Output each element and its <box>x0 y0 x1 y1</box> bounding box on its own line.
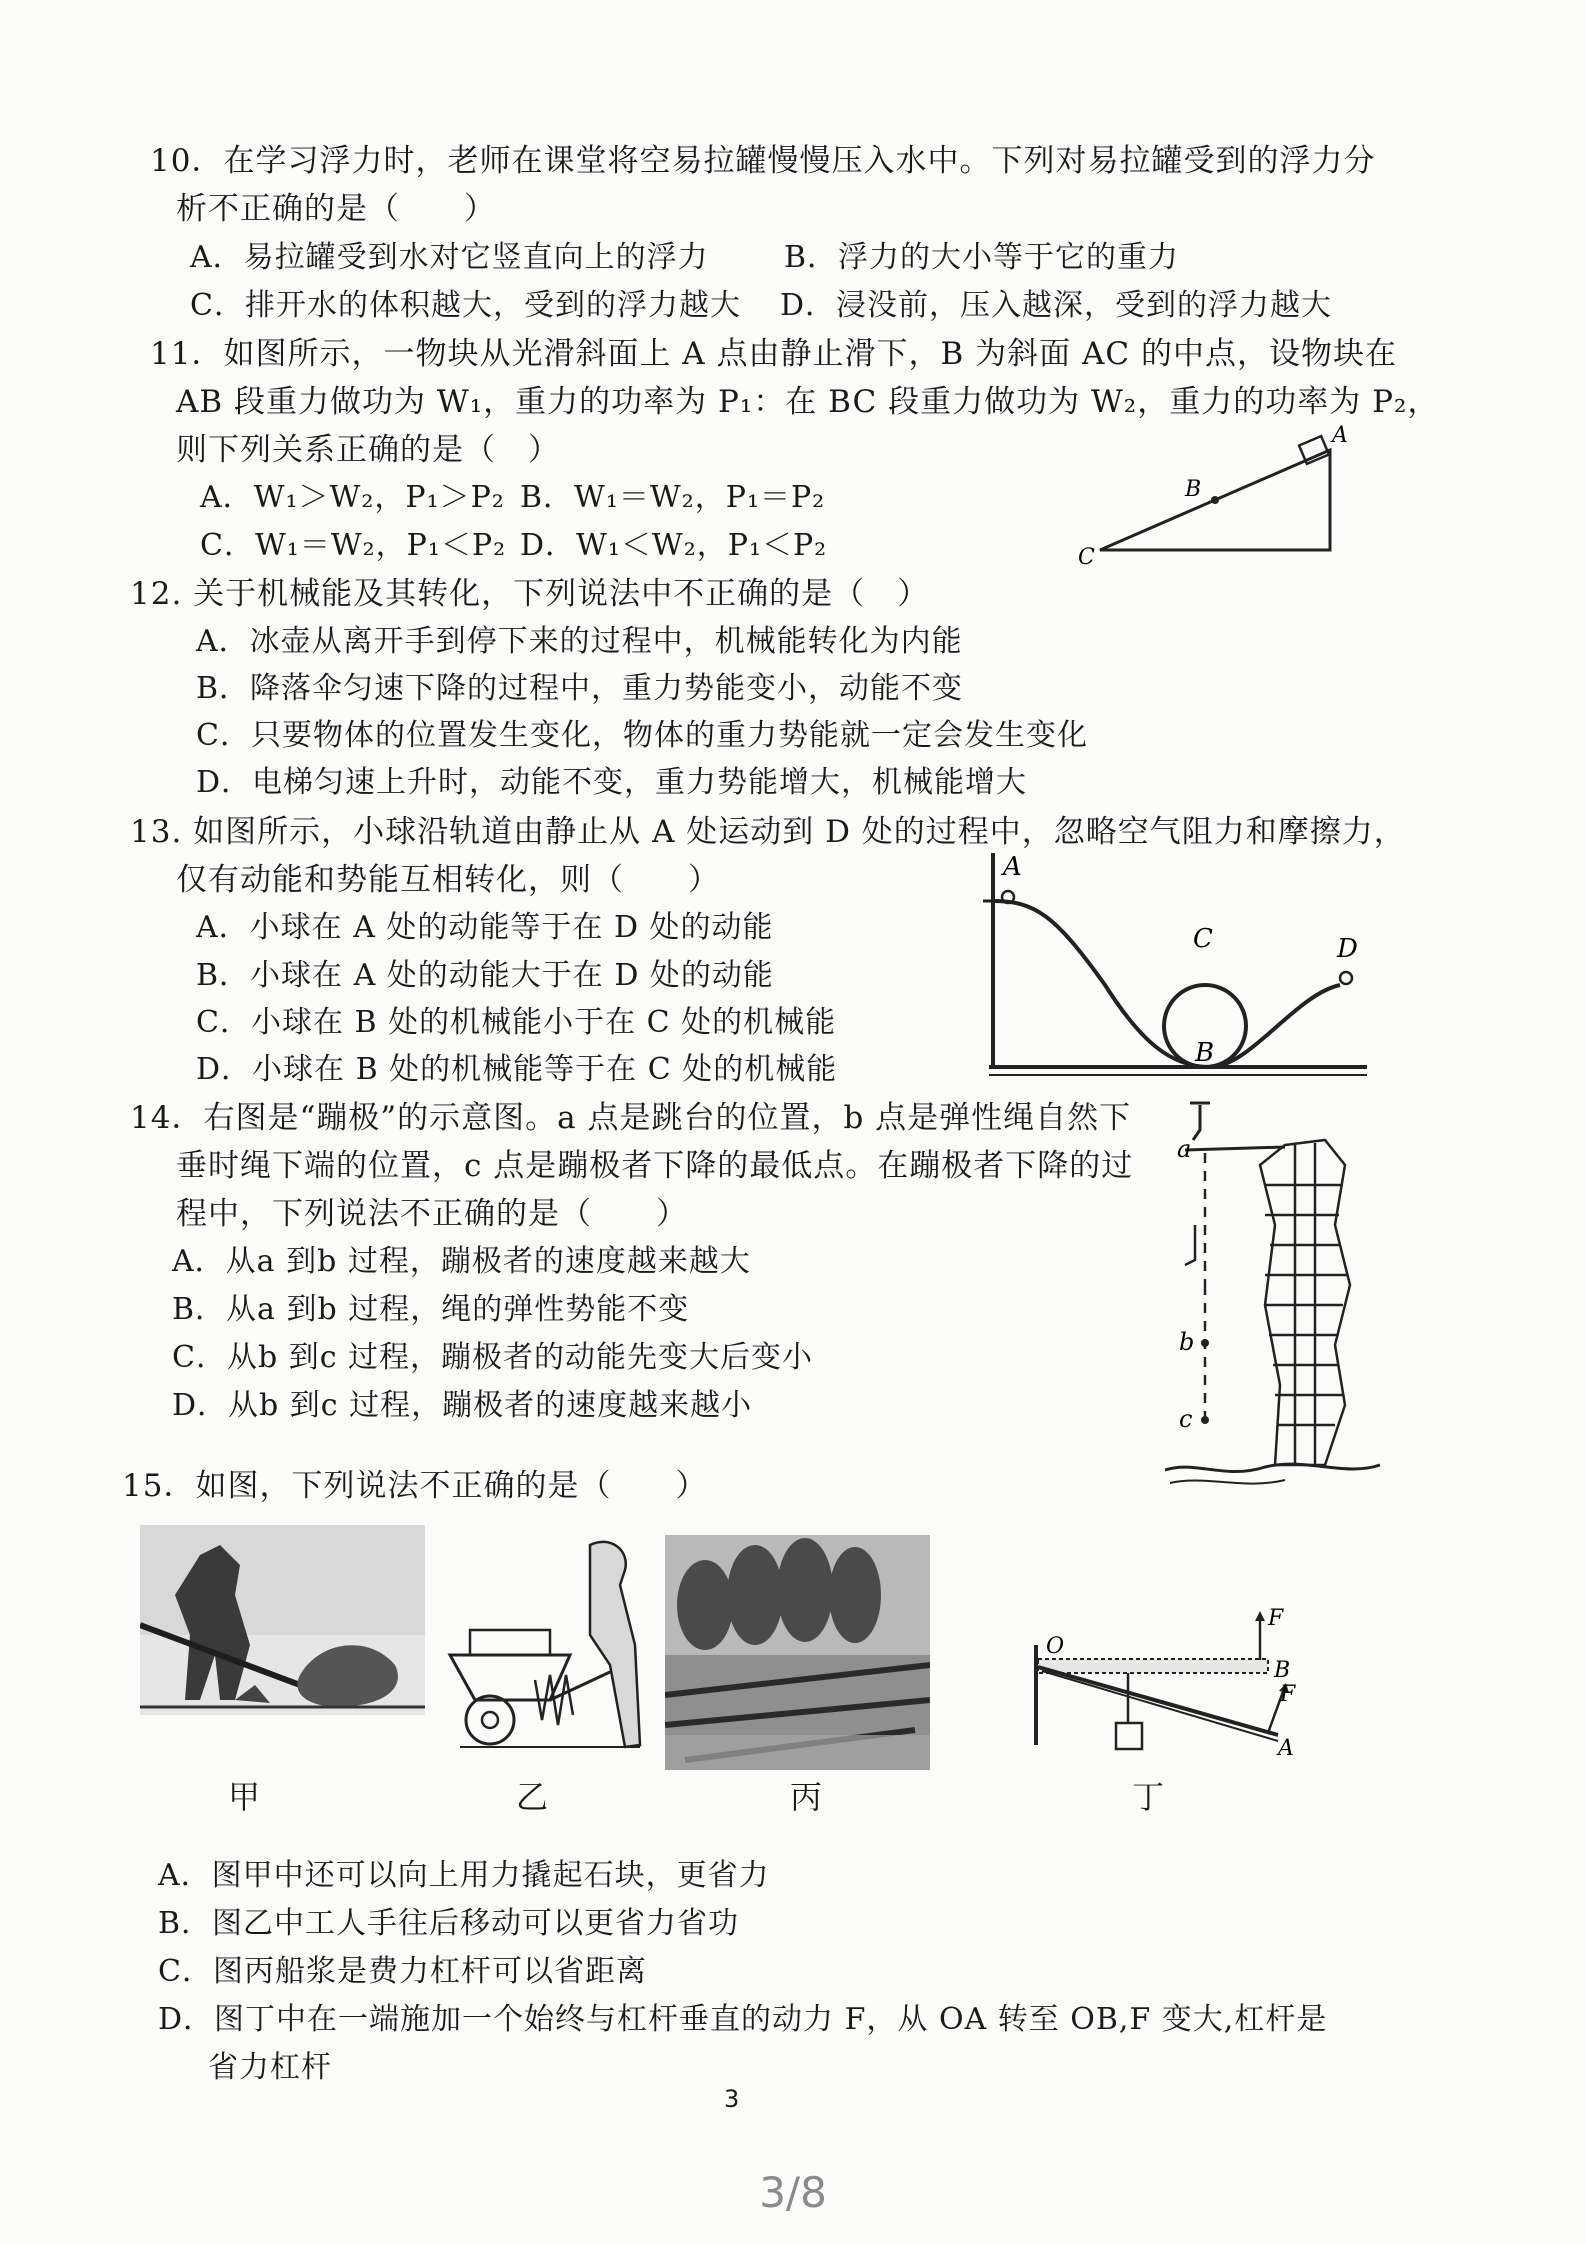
figure-jia <box>140 1525 425 1715</box>
label-b: b <box>1179 1328 1195 1356</box>
point-b <box>1201 1339 1209 1347</box>
q10-option-b: B．浮力的大小等于它的重力 <box>784 240 1180 275</box>
q11-stem-line1: 11．如图所示，一物块从光滑斜面上 A 点由静止滑下，B 为斜面 AC 的中点，设物块在 <box>150 336 1397 372</box>
bungee-figure <box>1165 1085 1385 1505</box>
q11-stem-line3: 则下列关系正确的是（ ） <box>176 432 560 468</box>
label-o: O <box>1046 1634 1065 1659</box>
caption-jia: 甲 <box>228 1778 261 1816</box>
label-f: F <box>1280 1682 1296 1707</box>
label-a: A <box>1332 423 1348 448</box>
q10-option-d: D．浸没前，压入越深，受到的浮力越大 <box>780 288 1333 323</box>
caption-bing: 丙 <box>790 1778 823 1816</box>
q15-option-b: B．图乙中工人手往后移动可以更省力省功 <box>158 1906 740 1941</box>
q13-option-c: C．小球在 B 处的机械能小于在 C 处的机械能 <box>196 1005 837 1040</box>
q11-option-a: A．W₁＞W₂，P₁＞P₂ <box>200 480 505 515</box>
label-f-up: F <box>1268 1606 1284 1631</box>
page-number: 3 <box>724 2085 740 2113</box>
sliding-block <box>1299 436 1329 464</box>
q14-option-a: A．从a 到b 过程，蹦极者的速度越来越大 <box>172 1244 751 1279</box>
q14-option-d: D．从b 到c 过程，蹦极者的速度越来越小 <box>172 1388 753 1423</box>
q14-stem-line1: 14．右图是“蹦极”的示意图。a 点是跳台的位置，b 点是弹性绳自然下 <box>130 1100 1132 1136</box>
q11-stem-line2: AB 段重力做功为 W₁，重力的功率为 P₁：在 BC 段重力做功为 W₂，重力的功率为 P₂， <box>176 384 1440 420</box>
q10-stem-line1: 10．在学习浮力时，老师在课堂将空易拉罐慢慢压入水中。下列对易拉罐受到的浮力分 <box>150 143 1376 179</box>
q13-stem-line2: 仅有动能和势能互相转化，则（ ） <box>176 862 720 898</box>
cliff-bricks <box>1260 1140 1350 1465</box>
caption-yi: 乙 <box>516 1778 549 1816</box>
q12-option-c: C．只要物体的位置发生变化，物体的重力势能就一定会发生变化 <box>196 718 1088 753</box>
label-b: B <box>1274 1658 1291 1683</box>
midpoint-b <box>1211 496 1219 504</box>
label-c: c <box>1179 1405 1193 1433</box>
q12-option-b: B．降落伞匀速下降的过程中，重力势能变小，动能不变 <box>196 671 964 706</box>
incline-figure <box>1060 420 1360 570</box>
label-a: a <box>1177 1135 1192 1163</box>
pager-indicator[interactable]: 3/8 <box>759 2168 827 2217</box>
q12-option-a: A．冰壶从离开手到停下来的过程中，机械能转化为内能 <box>196 624 963 659</box>
q14-option-c: C．从b 到c 过程，蹦极者的动能先变大后变小 <box>172 1340 814 1375</box>
figure-bing <box>665 1535 930 1770</box>
ground-line <box>1165 1464 1380 1471</box>
q15-option-c: C．图丙船浆是费力杠杆可以省距离 <box>158 1954 647 1989</box>
q13-option-b: B．小球在 A 处的动能大于在 D 处的动能 <box>196 958 774 993</box>
q13-option-a: A．小球在 A 处的动能等于在 D 处的动能 <box>196 910 774 945</box>
q13-stem-line1: 13. 如图所示，小球沿轨道由静止从 A 处运动到 D 处的过程中，忽略空气阻力和摩擦力， <box>130 814 1406 850</box>
q12-stem: 12. 关于机械能及其转化，下列说法中不正确的是（ ） <box>130 576 930 612</box>
q12-option-d: D．电梯匀速上升时，动能不变，重力势能增大，机械能增大 <box>196 765 1028 800</box>
hanging-weight <box>1116 1723 1142 1749</box>
label-d: D <box>1337 934 1358 964</box>
point-c <box>1201 1416 1209 1424</box>
label-a: A <box>1278 1736 1294 1761</box>
caption-ding: 丁 <box>1132 1778 1165 1816</box>
q10-option-a: A．易拉罐受到水对它竖直向上的浮力 <box>190 240 709 275</box>
q13-option-d: D．小球在 B 处的机械能等于在 C 处的机械能 <box>196 1052 838 1087</box>
q11-option-c: C．W₁＝W₂，P₁＜P₂ <box>200 528 507 563</box>
label-b: B <box>1195 1038 1215 1068</box>
q15-option-d-line2: 省力杠杆 <box>208 2050 332 2085</box>
q15-option-d-line1: D．图丁中在一端施加一个始终与杠杆垂直的动力 F，从 OA 转至 OB,F 变大,杠杆是 <box>158 2002 1328 2037</box>
q10-stem-line2: 析不正确的是（ ） <box>176 191 496 227</box>
label-a: A <box>1003 852 1022 882</box>
q15-option-a: A．图甲中还可以向上用力撬起石块，更省力 <box>158 1858 770 1893</box>
q10-option-c: C．排开水的体积越大，受到的浮力越大 <box>190 288 741 323</box>
lever-oa <box>1038 1667 1278 1735</box>
track-figure <box>975 845 1375 1080</box>
lever-ob <box>1038 1659 1268 1673</box>
jumper-top <box>1193 1105 1200 1140</box>
jump-platform <box>1185 1147 1285 1150</box>
q11-option-b: B．W₁＝W₂，P₁＝P₂ <box>520 480 826 515</box>
q14-stem-line2: 垂时绳下端的位置，c 点是蹦极者下降的最低点。在蹦极者下降的过 <box>176 1148 1134 1184</box>
q15-stem: 15．如图，下列说法不正确的是（ ） <box>122 1468 708 1504</box>
q14-stem-line3: 程中，下列说法不正确的是（ ） <box>176 1196 688 1232</box>
label-c: C <box>1193 924 1213 954</box>
ball-d <box>1340 972 1352 984</box>
label-c: C <box>1078 545 1095 570</box>
label-b: B <box>1185 477 1202 502</box>
figure-yi <box>440 1525 650 1760</box>
q11-option-d: D．W₁＜W₂，P₁＜P₂ <box>520 528 828 563</box>
q14-option-b: B．从a 到b 过程，绳的弹性势能不变 <box>172 1292 690 1327</box>
